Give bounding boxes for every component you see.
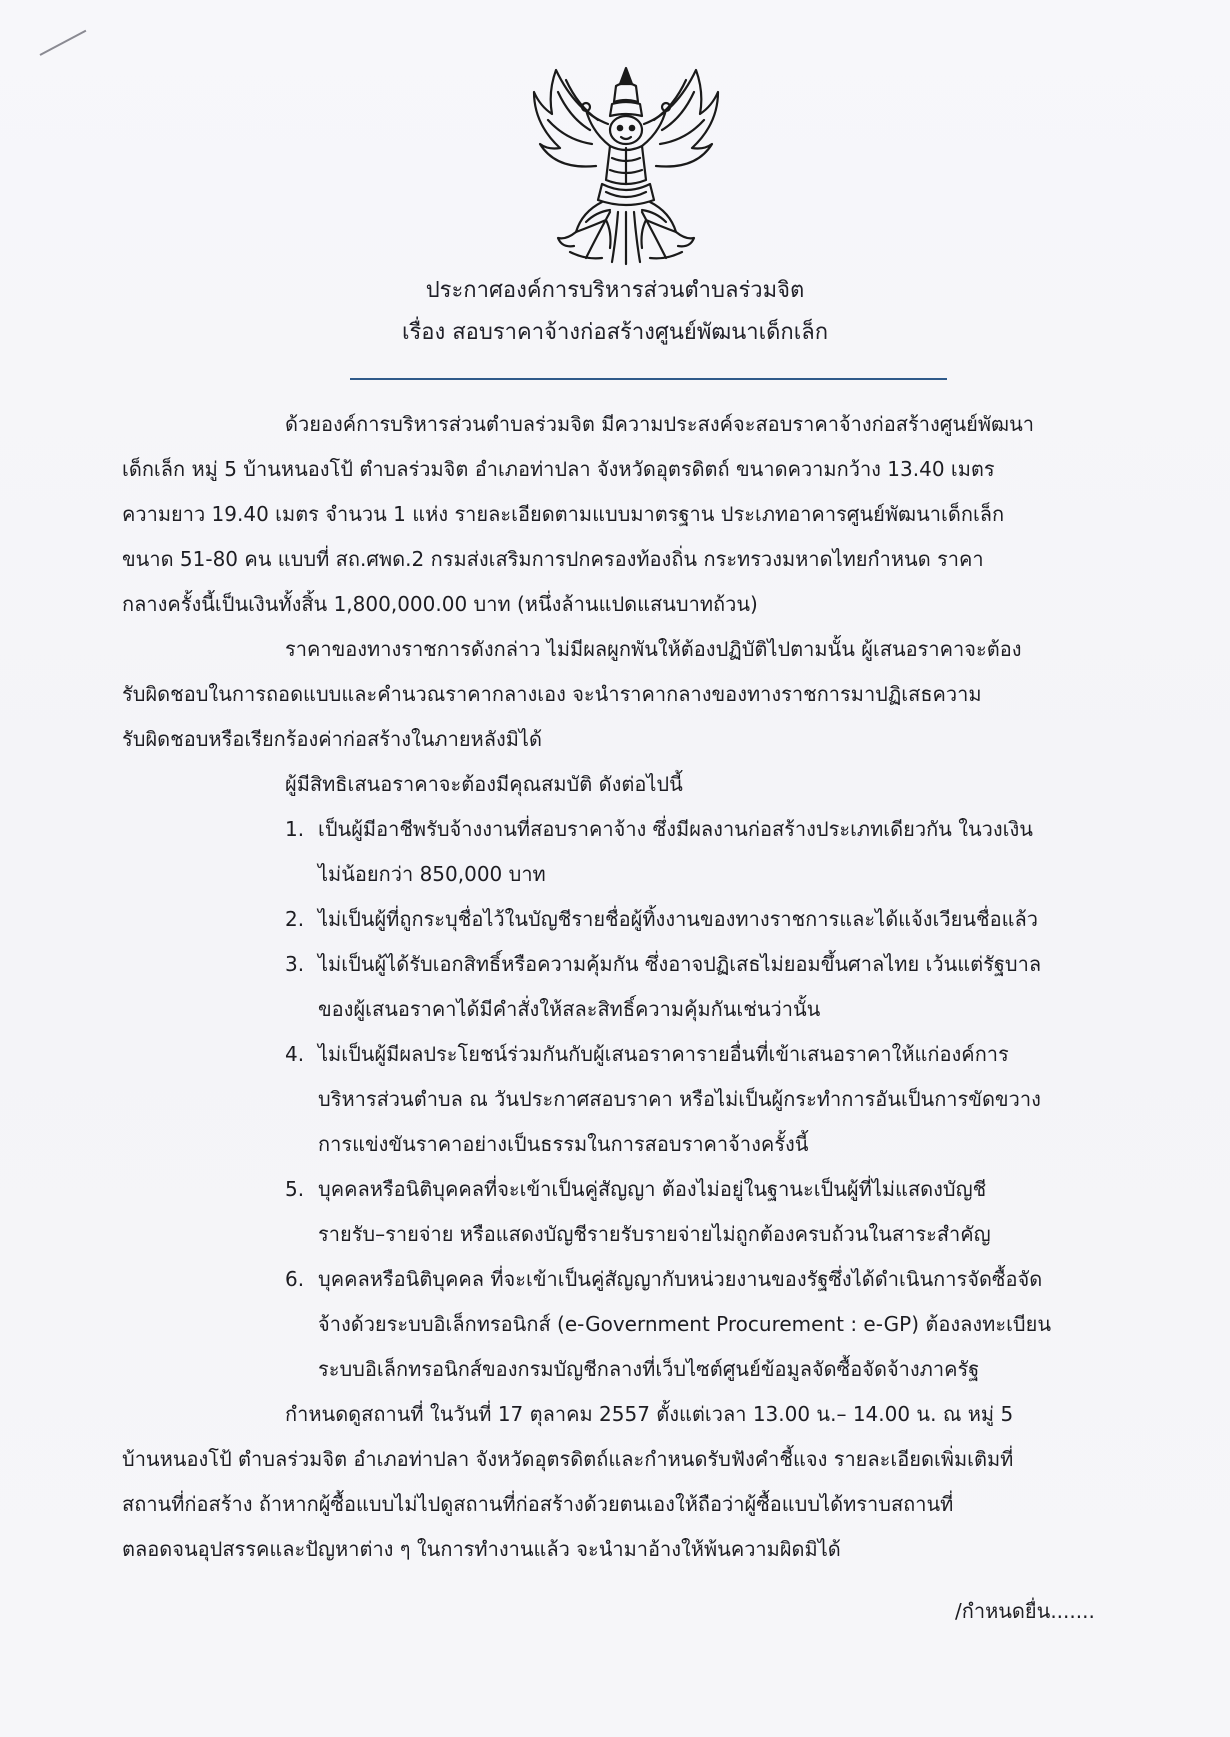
- paragraph-3-line-3: สถานที่ก่อสร้าง ถ้าหากผู้ซื้อแบบไม่ไปดูสถานที่ก่อสร้างด้วยตนเองให้ถือว่าผู้ซื้อแบบได้ทราบสถานที่: [122, 1492, 954, 1516]
- announcement-title: ประกาศองค์การบริหารส่วนตำบลร่วมจิต: [425, 278, 805, 303]
- paragraph-1-line-4: ขนาด 51-80 คน แบบที่ สถ.ศพด.2 กรมส่งเสริมการปกครองท้องถิ่น กระทรวงมหาดไทยกำหนด ราคา: [122, 547, 984, 571]
- list-item-number: 5.: [285, 1177, 305, 1201]
- garuda-emblem-icon: [526, 62, 726, 267]
- paragraph-1-line-1: ด้วยองค์การบริหารส่วนตำบลร่วมจิต มีความประสงค์จะสอบราคาจ้างก่อสร้างศูนย์พัฒนา: [285, 412, 1034, 436]
- list-item-6-line-3: ระบบอิเล็กทรอนิกส์ของกรมบัญชีกลางที่เว็บไซต์ศูนย์ข้อมูลจัดซื้อจัดจ้างภาครัฐ: [318, 1357, 980, 1381]
- paragraph-2-line-2: รับผิดชอบในการถอดแบบและคำนวณราคากลางเอง จะนำราคากลางของทางราชการมาปฏิเสธความ: [122, 682, 982, 706]
- list-item-number: 4.: [285, 1042, 305, 1066]
- list-item-4-line-3: การแข่งขันราคาอย่างเป็นธรรมในการสอบราคาจ้างครั้งนี้: [318, 1132, 809, 1156]
- header-divider: [350, 378, 947, 380]
- paragraph-1-line-3: ความยาว 19.40 เมตร จำนวน 1 แห่ง รายละเอียดตามแบบมาตรฐาน ประเภทอาคารศูนย์พัฒนาเด็กเล็ก: [122, 502, 1005, 526]
- list-item-5-line-1: บุคคลหรือนิติบุคคลที่จะเข้าเป็นคู่สัญญา ต้องไม่อยู่ในฐานะเป็นผู้ที่ไม่แสดงบัญชี: [318, 1177, 987, 1201]
- paragraph-3-line-2: บ้านหนองโป้ ตำบลร่วมจิต อำเภอท่าปลา จังหวัดอุตรดิตถ์และกำหนดรับฟังคำชี้แจง รายละเอียดเพิ่มเติมที่: [122, 1447, 1014, 1471]
- list-item-3-line-1: ไม่เป็นผู้ได้รับเอกสิทธิ์หรือความคุ้มกัน ซึ่งอาจปฏิเสธไม่ยอมขึ้นศาลไทย เว้นแต่รัฐบาล: [318, 952, 1042, 976]
- list-item-1-line-2: ไม่น้อยกว่า 850,000 บาท: [318, 862, 546, 886]
- list-item-4-line-1: ไม่เป็นผู้มีผลประโยชน์ร่วมกันกับผู้เสนอราคารายอื่นที่เข้าเสนอราคาให้แก่องค์การ: [318, 1042, 1009, 1066]
- list-item-6-line-1: บุคคลหรือนิติบุคคล ที่จะเข้าเป็นคู่สัญญากับหน่วยงานของรัฐซึ่งได้ดำเนินการจัดซื้อจัด: [318, 1267, 1043, 1291]
- paragraph-1-line-5: กลางครั้งนี้เป็นเงินทั้งสิ้น 1,800,000.00 บาท (หนึ่งล้านแปดแสนบาทถ้วน): [122, 592, 758, 616]
- announcement-subject: เรื่อง สอบราคาจ้างก่อสร้างศูนย์พัฒนาเด็กเล็ก: [401, 320, 829, 345]
- page-continuation: /กำหนดยื่น.......: [955, 1599, 1095, 1623]
- paragraph-3-line-4: ตลอดจนอุปสรรคและปัญหาต่าง ๆ ในการทำงานแล้ว จะนำมาอ้างให้พ้นความผิดมิได้: [122, 1537, 841, 1561]
- list-item-2-line-1: ไม่เป็นผู้ที่ถูกระบุชื่อไว้ในบัญชีรายชื่อผู้ทิ้งงานของทางราชการและได้แจ้งเวียนชื่อแล้ว: [318, 907, 1038, 931]
- pen-mark: [40, 30, 87, 56]
- list-item-3-line-2: ของผู้เสนอราคาได้มีคำสั่งให้สละสิทธิ์ความคุ้มกันเช่นว่านั้น: [318, 997, 821, 1021]
- list-item-4-line-2: บริหารส่วนตำบล ณ วันประกาศสอบราคา หรือไม่เป็นผู้กระทำการอันเป็นการขัดขวาง: [318, 1087, 1041, 1111]
- paragraph-2-line-1: ราคาของทางราชการดังกล่าว ไม่มีผลผูกพันให้ต้องปฏิบัติไปตามนั้น ผู้เสนอราคาจะต้อง: [285, 637, 1022, 661]
- list-item-6-line-2: จ้างด้วยระบบอิเล็กทรอนิกส์ (e-Government Procurement : e-GP) ต้องลงทะเบียน: [318, 1312, 1052, 1336]
- list-item-number: 1.: [285, 817, 305, 841]
- list-item-1-line-1: เป็นผู้มีอาชีพรับจ้างงานที่สอบราคาจ้าง ซึ่งมีผลงานก่อสร้างประเภทเดียวกัน ในวงเงิน: [318, 817, 1033, 841]
- paragraph-1-line-2: เด็กเล็ก หมู่ 5 บ้านหนองโป้ ตำบลร่วมจิต อำเภอท่าปลา จังหวัดอุตรดิตถ์ ขนาดความกว้าง 13.40 เมตร: [122, 457, 995, 481]
- paragraph-2-line-3: รับผิดชอบหรือเรียกร้องค่าก่อสร้างในภายหลังมิได้: [122, 727, 542, 751]
- list-item-number: 2.: [285, 907, 305, 931]
- list-item-number: 3.: [285, 952, 305, 976]
- list-item-number: 6.: [285, 1267, 305, 1291]
- list-item-5-line-2: รายรับ–รายจ่าย หรือแสดงบัญชีรายรับรายจ่ายไม่ถูกต้องครบถ้วนในสาระสำคัญ: [318, 1222, 991, 1246]
- qualifications-intro: ผู้มีสิทธิเสนอราคาจะต้องมีคุณสมบัติ ดังต่อไปนี้: [285, 772, 683, 796]
- paragraph-3-line-1: กำหนดดูสถานที่ ในวันที่ 17 ตุลาคม 2557 ตั้งแต่เวลา 13.00 น.– 14.00 น. ณ หมู่ 5: [285, 1402, 1014, 1426]
